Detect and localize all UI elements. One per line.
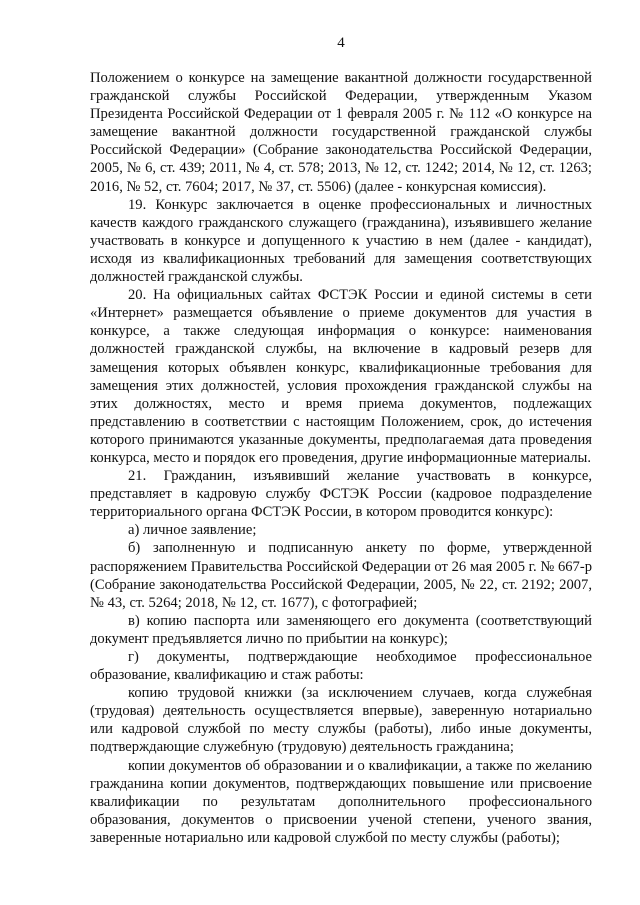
- list-item-v: в) копию паспорта или заменяющего его документа (соответствующий документ предъявляется лично по прибытии на конкурс);: [90, 612, 592, 647]
- page-number: 4: [337, 35, 345, 51]
- paragraph-20: 20. На официальных сайтах ФСТЭК России и единой системы в сети «Интернет» размещается объявление о приеме документов для участия в конкурсе, а также следующая информация о конкурсе: наименования должностей гражданской службы, на включение в кадровый резерв для замещения которых объявлен конкурс, квалификационные требования для замещения этих должностей, условия прохождения гражданской службы на этих должностях, место и время приема документов, подлежащих представлению в соответствии с настоящим Положением, срок, до истечения которого принимаются указанные документы, предполагаемая дата проведения конкурса, место и порядок его проведения, другие информационные материалы.: [90, 287, 592, 466]
- list-item-g: г) документы, подтверждающие необходимое профессиональное образование, квалификацию и стаж работы:: [90, 649, 592, 684]
- sub-item-education-docs: копии документов об образовании и о квалификации, а также по желанию гражданина копии документов, подтверждающих повышение или присвоение квалификации по результатам дополнительного профессионального образования, документов о присвоении ученой степени, ученого звания, заверенные нотариально или кадровой службой по месту службы (работы);: [90, 757, 592, 846]
- paragraph-continuation: Положением о конкурсе на замещение вакантной должности государственной гражданской службы Российской Федерации, утвержденным Указом Президента Российской Федерации от 1 февраля 2005 г. № 112 «О конкурсе на замещение вакантной должности государственной гражданской службы Российской Федерации» (Собрание законодательства Российской Федерации, 2005, № 6, ст. 439; 2011, № 4, ст. 578; 2013, № 12, ст. 1242; 2014, № 12, ст. 1263; 2016, № 52, ст. 7604; 2017, № 37, ст. 5506) (далее - конкурсная комиссия).: [90, 70, 592, 195]
- sub-item-work-book: копию трудовой книжки (за исключением случаев, когда служебная (трудовая) деятельность осуществляется впервые), заверенную нотариально или кадровой службой по месту службы (работы), либо иные документы, подтверждающие служебную (трудовую) деятельность гражданина;: [90, 685, 592, 756]
- list-item-b: б) заполненную и подписанную анкету по форме, утвержденной распоряжением Правительства Российской Федерации от 26 мая 2005 г. № 667-р (Собрание законодательства Российской Федерации, 2005, № 22, ст. 2192; 2007, № 43, ст. 5264; 2018, № 12, ст. 1677), с фотографией;: [90, 540, 592, 611]
- list-item-a: а) личное заявление;: [128, 522, 257, 539]
- paragraph-19: 19. Конкурс заключается в оценке профессиональных и личностных качеств каждого гражданского служащего (гражданина), изъявившего желание участвовать в конкурсе и допущенного к участию в нем (далее - кандидат), исходя из квалификационных требований для замещения соответствующих должностей гражданской службы.: [90, 196, 592, 286]
- paragraph-21: 21. Гражданин, изъявивший желание участвовать в конкурсе, представляет в кадровую службу ФСТЭК России (кадровое подразделение территориального органа ФСТЭК России, в котором проводится конкурс):: [90, 468, 592, 521]
- document-body: [90, 69, 592, 847]
